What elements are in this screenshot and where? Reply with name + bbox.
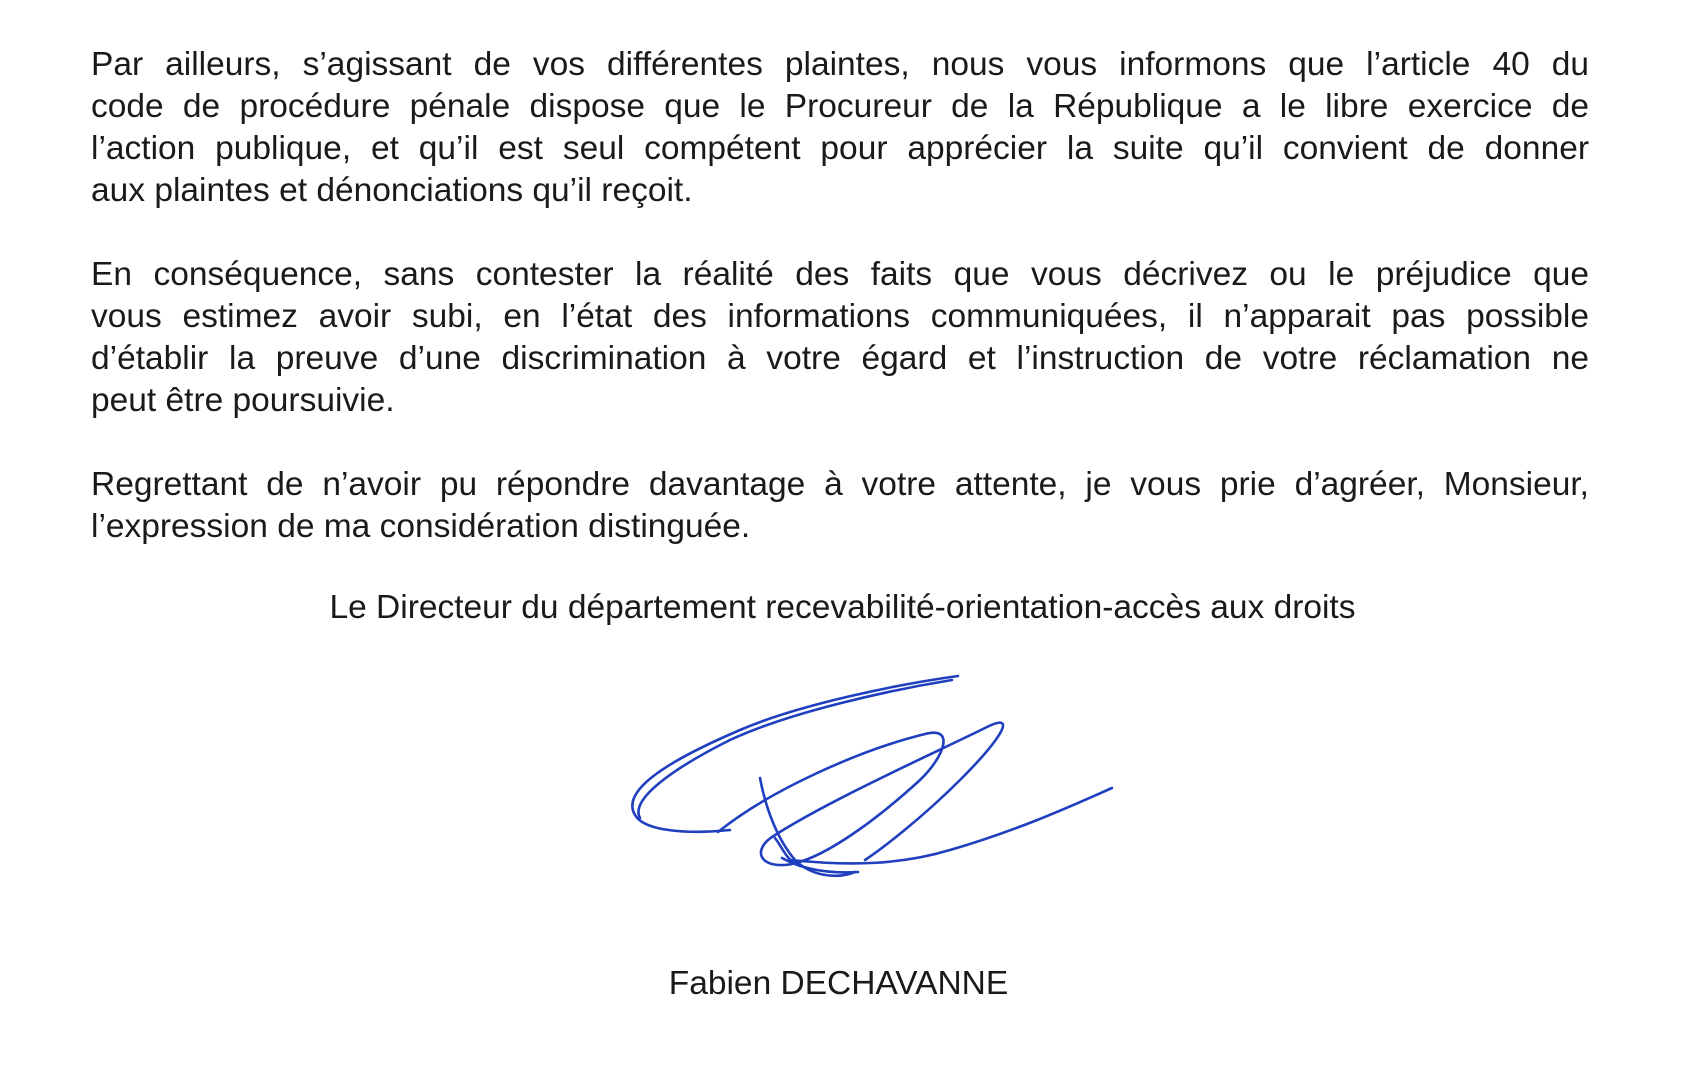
paragraph-line: En conséquence, sans contester la réalité des faits que vous décrivez ou le préjudice que — [91, 256, 1589, 293]
signatory-name-text: Fabien DECHAVANNE — [668, 965, 1009, 1002]
handwritten-signature — [600, 660, 1200, 920]
signature-stroke — [638, 680, 952, 818]
paragraph-closing — [91, 464, 1589, 548]
paragraph-line: l’expression de ma considération distinguée. — [91, 508, 751, 545]
signature-stroke — [718, 723, 1003, 865]
paragraph-line: peut être poursuivie. — [91, 382, 395, 419]
paragraph-consequence — [91, 254, 1589, 422]
paragraph-complaints — [91, 44, 1589, 212]
paragraph-line: Regrettant de n’avoir pu répondre davantage à votre attente, je vous prie d’agréer, Monsieur, — [91, 466, 1589, 503]
signature-stroke — [632, 676, 958, 832]
paragraph-line: l’action publique, et qu’il est seul compétent pour apprécier la suite qu’il convient de donner — [91, 130, 1589, 167]
paragraph-line: d’établir la preuve d’une discrimination à votre égard et l’instruction de votre réclamation ne — [91, 340, 1589, 377]
signatory-title — [0, 587, 1687, 629]
paragraph-line: vous estimez avoir subi, en l’état des informations communiquées, il n’apparait pas possible — [91, 298, 1589, 335]
signatory-name — [0, 963, 1687, 1005]
signature-strokes — [632, 676, 1112, 876]
paragraph-line: aux plaintes et dénonciations qu’il reçoit. — [91, 172, 693, 209]
paragraph-line: Par ailleurs, s’agissant de vos différentes plaintes, nous vous informons que l’article 40 du — [91, 46, 1589, 83]
signatory-title-text: Le Directeur du département recevabilité-orientation-accès aux droits — [329, 589, 1356, 626]
paragraph-line: code de procédure pénale dispose que le Procureur de la République a le libre exercice de — [91, 88, 1589, 125]
